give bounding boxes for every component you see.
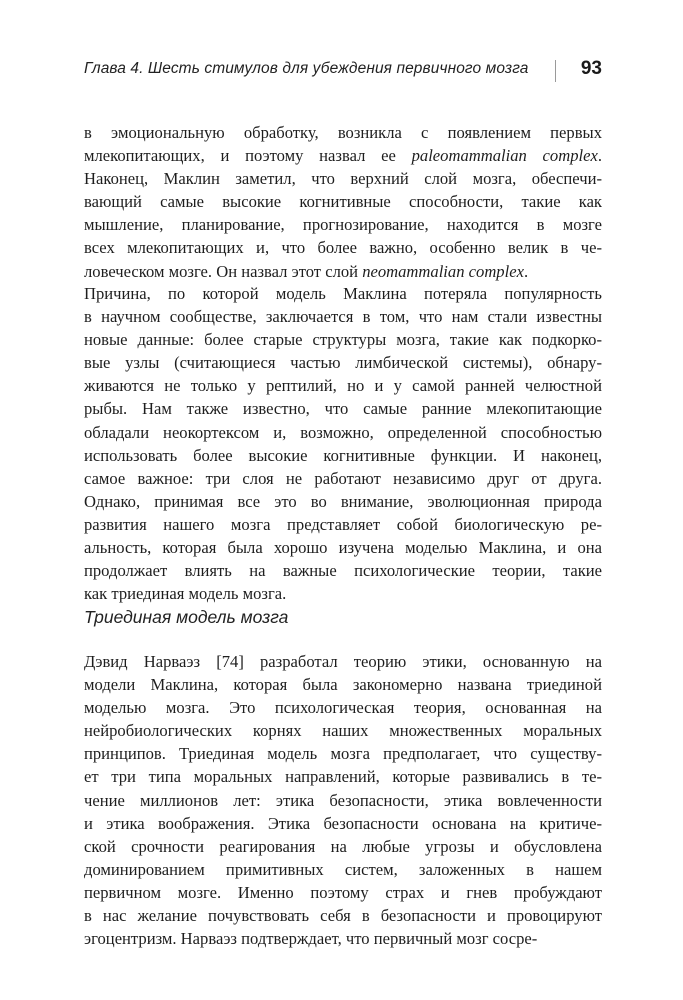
text-line — [84, 328, 602, 351]
line-text: как триединая модель мозга. — [84, 584, 287, 604]
line-text: Причина, по которой модель Маклина потеряла популярность — [84, 284, 602, 303]
text-line — [84, 582, 602, 605]
line-text: моделью мозга. Это психологическая теория, основанная на — [84, 698, 602, 718]
line-text: нейробиологических корнях наших множественных моральных — [84, 721, 602, 741]
line-text: . — [597, 146, 602, 166]
text-line — [84, 213, 602, 236]
text-line — [84, 881, 602, 904]
italic-term: paleomammalian complex — [411, 146, 598, 166]
line-text: модели Маклина, которая была закономерно названа триединой — [84, 675, 602, 695]
text-line — [84, 190, 602, 213]
chapter-title: Глава 4. Шесть стимулов для убеждения первичного мозга — [84, 60, 529, 77]
text-line — [84, 351, 602, 374]
text-line — [84, 490, 602, 513]
text-line — [84, 536, 602, 559]
text-line — [84, 236, 602, 259]
line-text: продолжает влиять на важные психологические теории, такие — [84, 561, 602, 581]
text-line — [84, 742, 602, 765]
line-text: вающий самые высокие когнитивные способности, такие как — [84, 192, 602, 212]
line-text: доминированием примитивных систем, заложенных в нашем — [84, 859, 602, 879]
line-text: в научном сообществе, заключается в том, что нам стали известны — [84, 307, 602, 327]
line-text: в эмоциональную обработку, возникла с появлением первых — [84, 123, 602, 142]
running-header — [84, 60, 602, 82]
line-text: рыбы. Нам также известно, что самые ранние млекопитающие — [84, 399, 602, 419]
text-line — [84, 559, 602, 582]
text-line — [84, 467, 602, 490]
text-line — [84, 167, 602, 190]
line-text: альность, которая была хорошо изучена моделью Маклина, и она — [84, 538, 602, 558]
text-line — [84, 282, 602, 305]
line-text: развития нашего мозга представляет собой биологическую ре- — [84, 514, 602, 534]
line-text: ловеческом мозге. Он назвал этот слой — [84, 261, 363, 281]
text-line — [84, 789, 602, 812]
line-text: всех млекопитающих и, что более важно, особенно велик в че- — [84, 238, 602, 258]
header-divider — [555, 60, 556, 82]
text-line — [84, 260, 602, 283]
line-text: ет три типа моральных направлений, которые развивались в те- — [84, 767, 602, 787]
section-subheading: Триединая модель мозга — [84, 607, 289, 627]
line-text: принципов. Триединая модель мозга предполагает, что существу- — [84, 744, 602, 764]
line-text: использовать более высокие когнитивные функции. И наконец, — [84, 445, 602, 465]
italic-term: neomammalian complex — [362, 261, 524, 281]
line-text: и этика воображения. Этика безопасности основана на критиче- — [84, 813, 602, 833]
line-text: Дэвид Нарваэз [74] разработал теорию этики, основанную на — [84, 652, 602, 671]
line-text: в нас желание почувствовать себя в безопасности и провоцируют — [84, 906, 602, 926]
text-line — [84, 650, 602, 673]
line-text: новые данные: более старые структуры мозга, такие как подкорко- — [84, 330, 602, 350]
line-text: Наконец, Маклин заметил, что верхний слой мозга, обеспечи- — [84, 169, 602, 189]
line-text: ской срочности реагирования на любые угрозы и обусловлена — [84, 836, 602, 856]
text-line — [84, 696, 602, 719]
line-text: . — [523, 261, 529, 281]
text-line — [84, 444, 602, 467]
line-text: первичном мозге. Именно поэтому страх и гнев пробуждают — [84, 882, 602, 902]
text-line — [84, 513, 602, 536]
line-text: млекопитающих, и поэтому назвал ее — [84, 146, 412, 166]
text-line — [84, 121, 602, 144]
text-line — [84, 835, 602, 858]
line-text: мышление, планирование, прогнозирование, находится в мозге — [84, 215, 602, 235]
line-text: самое важное: три слоя не работают независимо друг от друга. — [84, 468, 602, 488]
text-line — [84, 904, 602, 927]
text-line — [84, 812, 602, 835]
line-text: чение миллионов лет: этика безопасности, этика вовлеченности — [84, 790, 602, 810]
text-line — [84, 144, 602, 167]
text-line — [84, 397, 602, 420]
text-line — [84, 421, 602, 444]
paragraph-1 — [84, 121, 602, 283]
line-text: эгоцентризм. Нарваэз подтверждает, что первичный мозг сосре- — [84, 929, 538, 949]
text-line — [84, 927, 602, 950]
text-line — [84, 765, 602, 788]
text-line — [84, 673, 602, 696]
text-line — [84, 719, 602, 742]
line-text: обладали неокортексом и, возможно, определенной способностью — [84, 422, 602, 442]
paragraph-3 — [84, 650, 602, 950]
text-line — [84, 305, 602, 328]
line-text: Однако, принимая все это во внимание, эволюционная природа — [84, 491, 602, 511]
line-text: вые узлы (считающиеся частью лимбической системы), обнару- — [84, 353, 602, 373]
line-text: живаются не только у рептилий, но и у самой ранней челюстной — [84, 376, 602, 396]
paragraph-2 — [84, 282, 602, 605]
page-number: 93 — [580, 58, 602, 79]
text-line — [84, 374, 602, 397]
text-line — [84, 858, 602, 881]
